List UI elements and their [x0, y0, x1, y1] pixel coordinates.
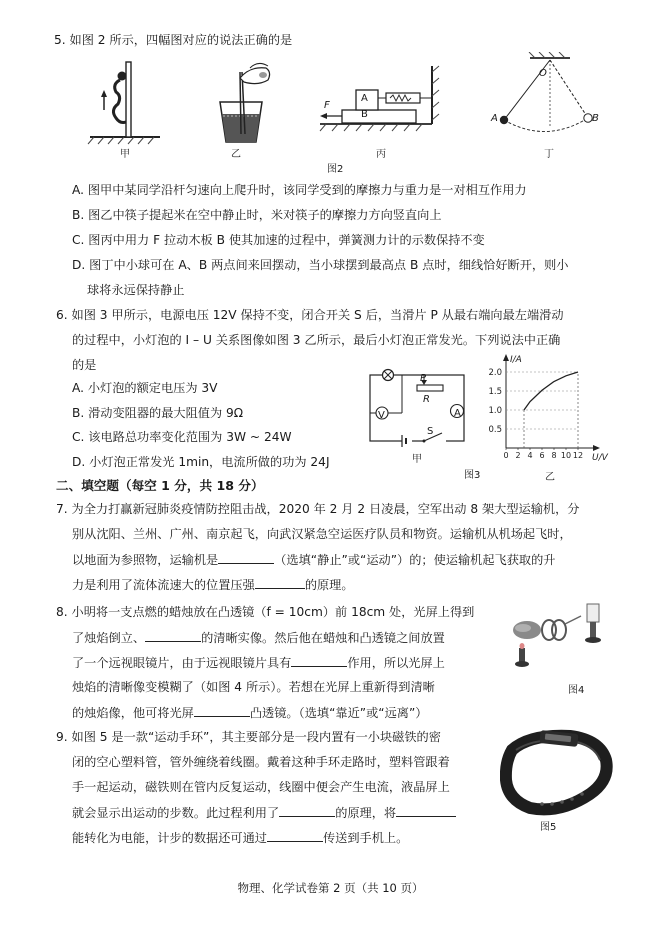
fig2-bing-label: 丙	[376, 149, 386, 160]
q9-line2: 闭的空心塑料管，管外缠绕着线圈。戴着这种手环走路时，塑料管跟着	[72, 755, 450, 769]
q7-blank-2[interactable]	[255, 575, 305, 589]
q6-option-b: B. 滑动变阻器的最大阻值为 9Ω	[72, 406, 244, 420]
fig5-caption: 图5	[540, 822, 557, 833]
q9-line5-a: 能转化为电能，计步的数据还可通过	[72, 831, 267, 845]
fig2-yi-label: 乙	[231, 149, 241, 160]
graph-label-yi: 乙	[545, 472, 555, 483]
fig2-label-f: F	[324, 100, 330, 111]
q8-blank-3[interactable]	[194, 703, 250, 717]
q9-blank-1[interactable]	[279, 803, 335, 817]
q8-blank-1[interactable]	[145, 628, 201, 642]
q7-line2: 别从沈阳、兰州、广州、南京起飞，向武汉紧急空运医疗队员和物资。运输机从机场起飞时，	[72, 527, 572, 541]
q5-option-d-cont: 球将永远保持静止	[87, 283, 185, 297]
figure-2-jia-drawing	[88, 62, 160, 144]
q6-stem-line2: 的过程中，小灯泡的 I – U 关系图像如图 3 乙所示，最后小灯泡正常发光。下列说法中正确	[72, 333, 561, 347]
q6-stem-line1: 6. 如图 3 甲所示，电源电压 12V 保持不变，闭合开关 S 后，当滑片 P 从最右端向最左端滑动	[56, 308, 564, 322]
q9-line3: 手一起运动，磁铁则在管内反复运动，线圈中便会产生电流，液晶屏上	[72, 780, 450, 794]
circuit-label-s: S	[427, 426, 434, 437]
q7-line4-b: 的原理。	[304, 578, 354, 592]
q7-line4	[72, 575, 354, 593]
chart-x-tick-label: 6	[539, 451, 545, 460]
q9-line5-b: 传送到手机上。	[323, 831, 409, 845]
circuit-label-r: R	[423, 394, 430, 405]
q7-line3	[72, 550, 555, 568]
q5-option-b: B. 图乙中筷子提起米在空中静止时，米对筷子的摩擦力方向竖直向上	[72, 208, 442, 222]
q8-line5	[72, 703, 427, 721]
chart-x-tick-label: 4	[527, 451, 533, 460]
fig2-label-pend-b: B	[592, 113, 599, 124]
q7-line4-a: 力是利用了流体流速大的位置压强	[72, 578, 255, 592]
chart-x-tick-label: 8	[551, 451, 557, 460]
chart-y-tick-label: 1.0	[488, 406, 502, 416]
chart-x-tick-label: 2	[515, 451, 521, 460]
q8-line2-b: 的清晰实像。然后他在蜡烛和凸透镜之间放置	[201, 631, 445, 645]
q9-line4	[72, 803, 456, 821]
q9-line5	[72, 828, 408, 846]
q5-stem: 5. 如图 2 所示，四幅图对应的说法正确的是	[54, 33, 293, 47]
q8-line2	[72, 628, 445, 646]
fig2-label-b: B	[361, 109, 368, 120]
q8-line2-a: 了烛焰倒立、	[72, 631, 146, 645]
q8-line5-a: 的烛焰像，他可将光屏	[72, 706, 194, 720]
q7-line3-a: 以地面为参照物，运输机是	[72, 553, 219, 567]
q5-option-c: C. 图丙中用力 F 拉动木板 B 使其加速的过程中，弹簧测力计的示数保持不变	[72, 233, 485, 247]
fig2-jia-label: 甲	[120, 149, 130, 160]
iu-chart	[472, 350, 612, 470]
chart-x-arrow	[593, 445, 600, 451]
q8-line1: 8. 小明将一支点燃的蜡烛放在凸透镜（f = 10cm）前 18cm 处，光屏上得到	[56, 605, 475, 619]
q8-line3	[72, 653, 445, 671]
chart-y-tick-label: 2.0	[488, 368, 502, 378]
q6-stem-line3: 的是	[72, 358, 97, 372]
chart-x-axis-label: U/V	[592, 453, 608, 463]
q6-option-d: D. 小灯泡正常发光 1min，电流所做的功为 24J	[72, 455, 330, 469]
chart-x-tick-label: 12	[572, 451, 584, 460]
figure-4-photo	[505, 600, 615, 678]
page-footer: 物理、化学试卷第 2 页（共 10 页）	[237, 881, 424, 895]
q7-line1: 7. 为全力打赢新冠肺炎疫情防控阻击战，2020 年 2 月 2 日凌晨，空军出动 8 架大型运输机，分	[56, 502, 580, 516]
figure-2-yi-drawing	[220, 63, 270, 142]
chart-y-axis-label: I/A	[510, 355, 522, 365]
fig2-ding-label: 丁	[544, 149, 554, 160]
circuit-label-v: V	[378, 410, 385, 421]
section-2-heading: 二、填空题（每空 1 分，共 18 分）	[56, 478, 264, 493]
fig2-label-a: A	[361, 93, 368, 104]
fig3-caption: 图3	[464, 470, 481, 481]
q5-option-d: D. 图丁中小球可在 A、B 两点间来回摆动，当小球摆到最高点 B 点时，细线恰好断开，则小	[72, 258, 569, 272]
fig2-caption: 图2	[327, 164, 344, 175]
q6-option-c: C. 该电路总功率变化范围为 3W ~ 24W	[72, 430, 292, 444]
q6-option-a: A. 小灯泡的额定电压为 3V	[72, 381, 218, 395]
figure-2-bing-drawing	[320, 66, 439, 131]
chart-x-tick-label: 10	[560, 451, 572, 460]
fig2-label-o: O	[539, 68, 547, 79]
chart-y-tick-label: 0.5	[488, 425, 502, 435]
q9-blank-2[interactable]	[396, 803, 456, 817]
q8-line4: 烛焰的清晰像变模糊了（如图 4 所示）。若想在光屏上重新得到清晰	[72, 680, 435, 694]
circuit-label-p: P	[420, 373, 427, 384]
q9-line1: 9. 如图 5 是一款“运动手环”，其主要部分是一段内置有一小块磁铁的密	[56, 730, 441, 744]
fig4-caption: 图4	[568, 685, 585, 696]
circuit-label-a: A	[454, 408, 461, 419]
circuit-label-jia: 甲	[412, 454, 422, 465]
q9-blank-3[interactable]	[267, 828, 323, 842]
q8-line5-b: 凸透镜。（选填“靠近”或“远离”）	[249, 706, 428, 720]
chart-y-tick-label: 1.5	[488, 387, 502, 397]
figure-5-wristband	[500, 728, 615, 818]
q8-line3-b: 作用，所以光屏上	[347, 656, 445, 670]
q9-line4-a: 就会显示出运动的步数。此过程利用了	[72, 806, 280, 820]
q7-line3-b: （选填“静止”或“运动”）的；使运输机起飞获取的升	[274, 553, 556, 567]
fig2-label-pend-a: A	[491, 113, 498, 124]
q9-line4-b: 的原理，将	[335, 806, 397, 820]
figure-2-ding-drawing	[500, 52, 592, 132]
q8-line3-a: 了一个远视眼镜片，由于远视眼镜片具有	[72, 656, 292, 670]
chart-y-arrow	[503, 354, 509, 361]
q8-blank-2[interactable]	[291, 653, 347, 667]
chart-x-tick-label: 0	[503, 451, 509, 460]
rheostat-icon	[417, 385, 443, 391]
q7-blank-1[interactable]	[218, 550, 274, 564]
q5-option-a: A. 图甲中某同学沿杆匀速向上爬升时，该同学受到的摩擦力与重力是一对相互作用力	[72, 183, 527, 197]
